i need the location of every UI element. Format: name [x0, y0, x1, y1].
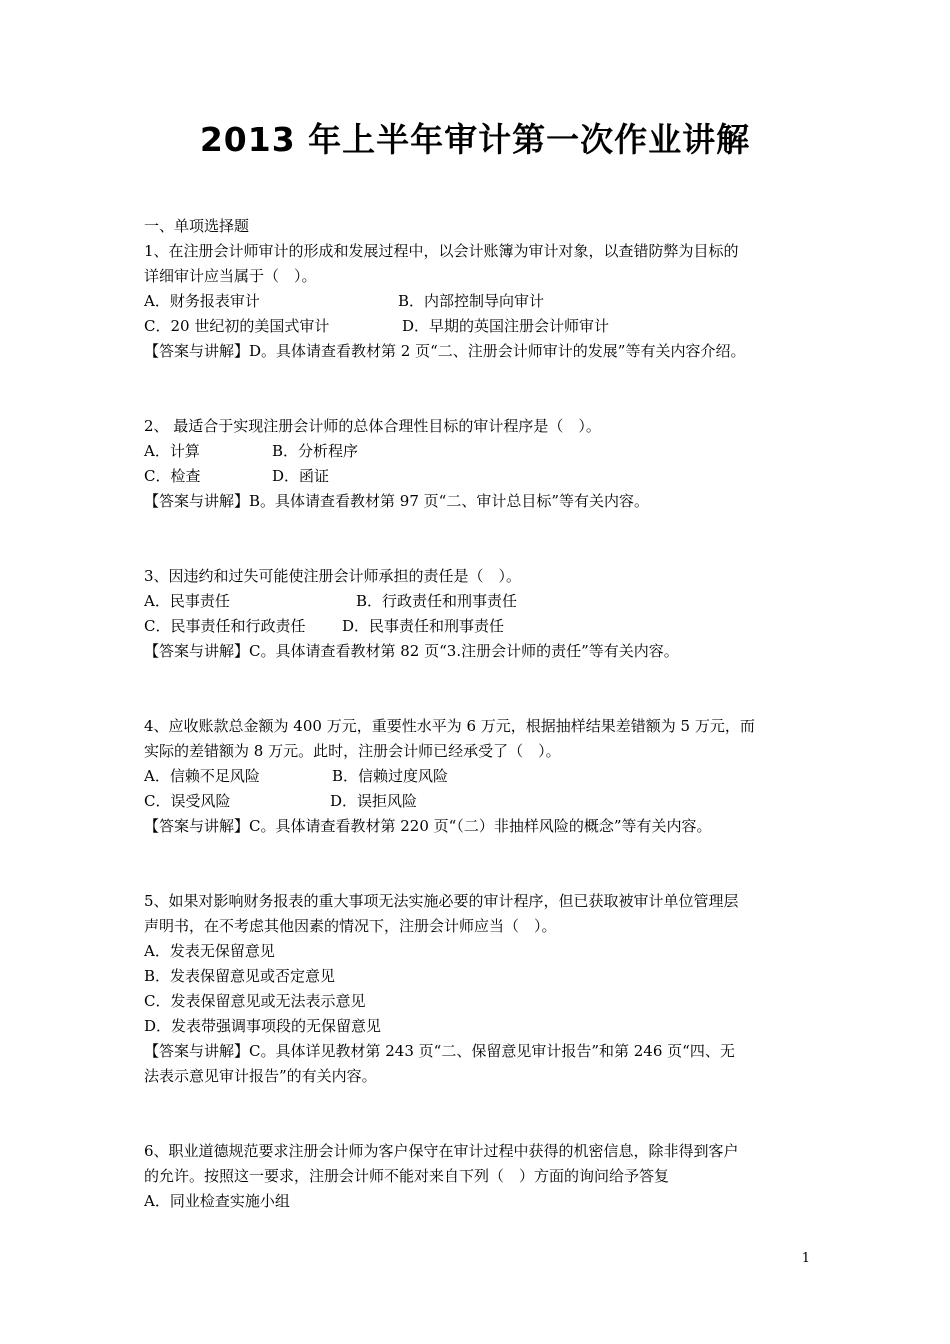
option-row — [144, 614, 810, 639]
option-b: B．行政责任和刑事责任 — [356, 592, 518, 610]
option-row — [144, 289, 810, 314]
option-a: A．财务报表审计 — [144, 292, 260, 310]
question-6 — [144, 1139, 810, 1214]
question-stem-line: 1、在注册会计师审计的形成和发展过程中，以会计账簿为审计对象，以查错防弊为目标的 — [144, 242, 739, 260]
option-row — [144, 439, 810, 464]
option-d: D．函证 — [272, 467, 330, 485]
question-2 — [144, 414, 810, 514]
option-a: A．信赖不足风险 — [144, 767, 260, 785]
option-c: C．检查 — [144, 467, 201, 485]
option-a: A．同业检查实施小组 — [144, 1192, 290, 1210]
option-c: C．20 世纪初的美国式审计 — [144, 317, 330, 335]
page-number: 1 — [801, 1251, 810, 1266]
question-stem-line: 的允许。按照这一要求，注册会计师不能对来自下列（ ）方面的询问给予答复 — [144, 1167, 670, 1185]
option-d: D．早期的英国注册会计师审计 — [402, 317, 610, 335]
option-a: A．计算 — [144, 442, 200, 460]
question-stem-line: 实际的差错额为 8 万元。此时，注册会计师已经承受了（ ）。 — [144, 742, 561, 760]
option-b: B．内部控制导向审计 — [398, 292, 545, 310]
question-stem-line: 5、如果对影响财务报表的重大事项无法实施必要的审计程序，但已获取被审计单位管理层 — [144, 892, 739, 910]
option-a: A．民事责任 — [144, 592, 230, 610]
answer-explanation: 【答案与讲解】C。具体请查看教材第 82 页“3.注册会计师的责任”等有关内容。 — [144, 642, 679, 660]
option-d: D．发表带强调事项段的无保留意见 — [144, 1017, 382, 1035]
question-stem-line: 3、因违约和过失可能使注册会计师承担的责任是（ ）。 — [144, 567, 522, 585]
option-b: B．信赖过度风险 — [332, 767, 449, 785]
option-row — [144, 789, 810, 814]
option-row — [144, 464, 810, 489]
page-title: 2013 年上半年审计第一次作业讲解 — [199, 120, 751, 159]
option-c: C．民事责任和行政责任 — [144, 617, 306, 635]
answer-explanation: 法表示意见审计报告”的有关内容。 — [144, 1067, 377, 1085]
option-row — [144, 589, 810, 614]
option-row — [144, 314, 810, 339]
question-stem-line: 4、应收账款总金额为 400 万元，重要性水平为 6 万元，根据抽样结果差错额为 5 万元，而 — [144, 717, 755, 735]
question-3 — [144, 564, 810, 664]
option-d: D．误拒风险 — [330, 792, 418, 810]
answer-explanation: 【答案与讲解】D。具体请查看教材第 2 页“二、注册会计师审计的发展”等有关内容介绍。 — [144, 342, 746, 360]
section-heading: 一、单项选择题 — [144, 217, 250, 235]
option-a: A．发表无保留意见 — [144, 942, 275, 960]
question-stem-line: 详细审计应当属于（ ）。 — [144, 267, 317, 285]
option-b: B．分析程序 — [272, 442, 359, 460]
question-1 — [144, 239, 810, 364]
answer-explanation: 【答案与讲解】B。具体请查看教材第 97 页“二、审计总目标”等有关内容。 — [144, 492, 649, 510]
question-5 — [144, 889, 810, 1089]
question-stem-line: 2、 最适合于实现注册会计师的总体合理性目标的审计程序是（ ）。 — [144, 417, 601, 435]
answer-explanation: 【答案与讲解】C。具体请查看教材第 220 页“（二）非抽样风险的概念”等有关内容。 — [144, 817, 712, 835]
answer-explanation: 【答案与讲解】C。具体详见教材第 243 页“二、保留意见审计报告”和第 246 页“四、无 — [144, 1042, 735, 1060]
question-stem-line: 声明书，在不考虑其他因素的情况下，注册会计师应当（ ）。 — [144, 917, 557, 935]
option-c: C．发表保留意见或无法表示意见 — [144, 992, 366, 1010]
option-c: C．误受风险 — [144, 792, 231, 810]
document-body — [144, 214, 810, 1214]
option-d: D．民事责任和刑事责任 — [342, 617, 505, 635]
question-4 — [144, 714, 810, 839]
question-stem-line: 6、职业道德规范要求注册会计师为客户保守在审计过程中获得的机密信息，除非得到客户 — [144, 1142, 739, 1160]
option-row — [144, 764, 810, 789]
option-b: B．发表保留意见或否定意见 — [144, 967, 336, 985]
